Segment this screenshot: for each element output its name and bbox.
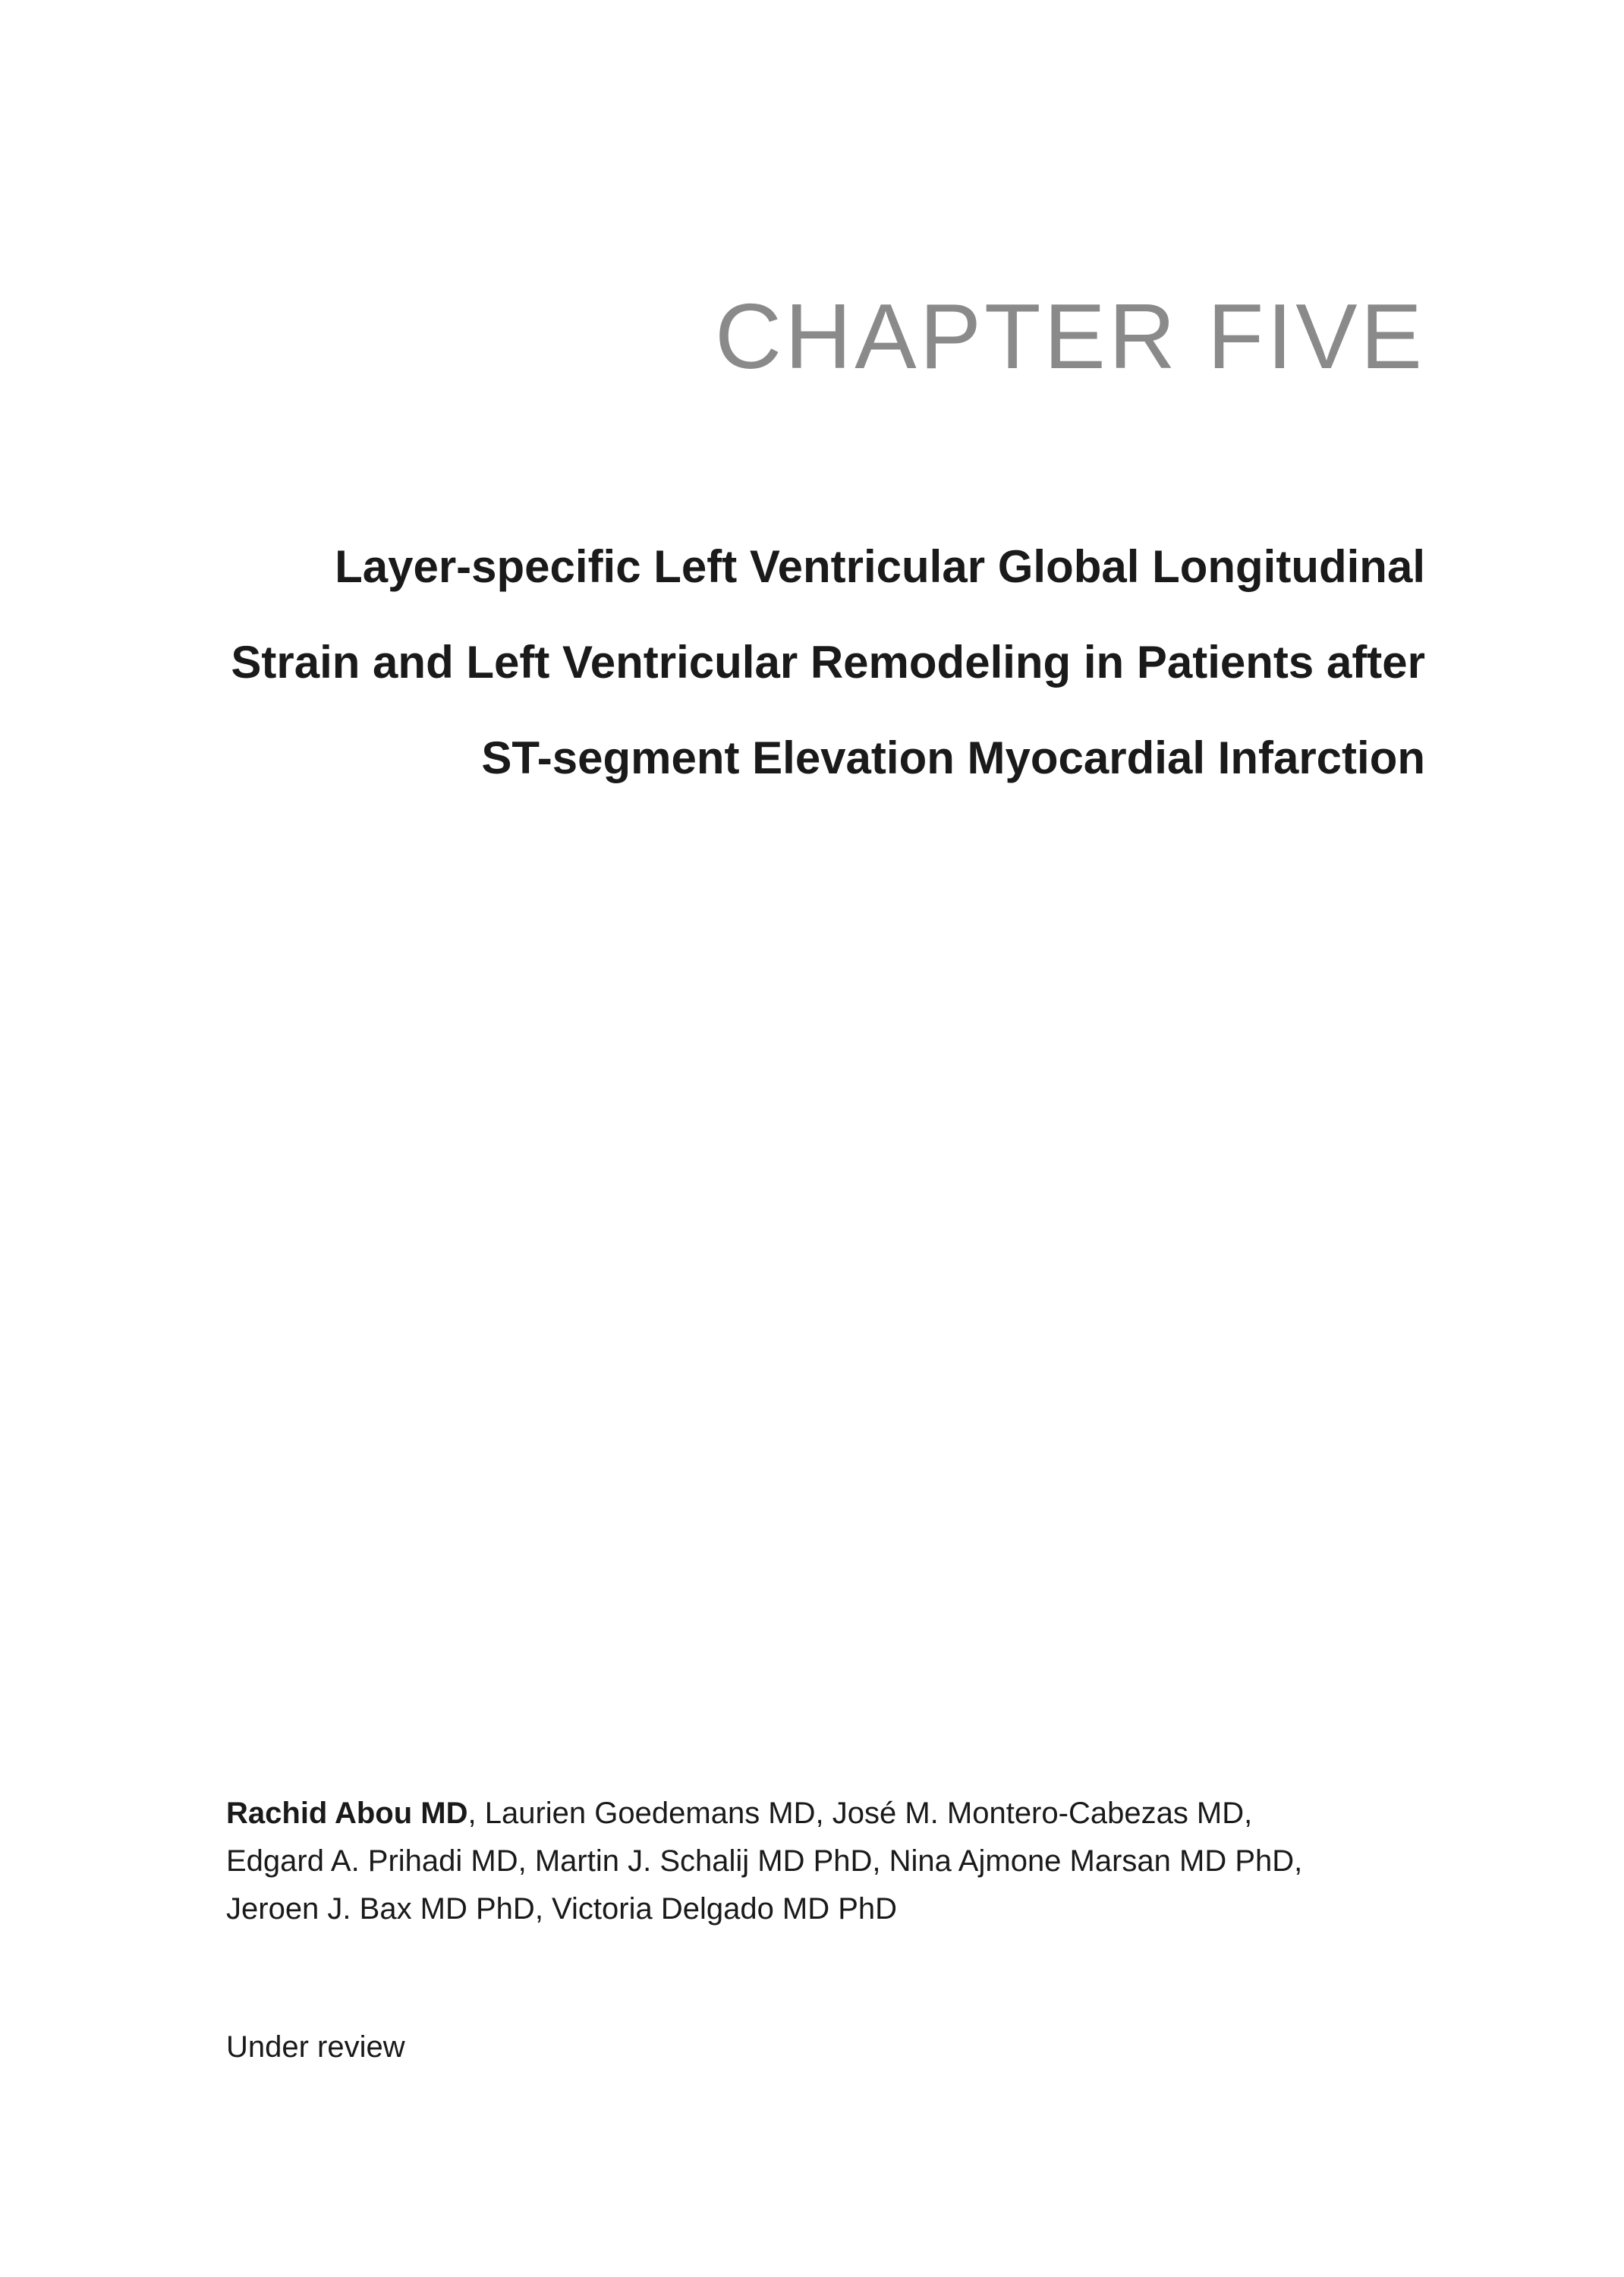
chapter-title-line-3: ST-segment Elevation Myocardial Infarction bbox=[481, 732, 1425, 783]
chapter-title bbox=[97, 519, 1425, 806]
author-line-1 bbox=[226, 1790, 1440, 1838]
author-line-2: Edgard A. Prihadi MD, Martin J. Schalij MD PhD, Nina Ajmone Marsan MD PhD, bbox=[226, 1844, 1303, 1878]
author-line-3: Jeroen J. Bax MD PhD, Victoria Delgado MD PhD bbox=[226, 1892, 898, 1926]
author-list bbox=[226, 1790, 1440, 1933]
chapter-title-line-2: Strain and Left Ventricular Remodeling in Patients after bbox=[231, 637, 1425, 688]
co-authors-line-1: , Laurien Goedemans MD, José M. Montero-Cabezas MD, bbox=[467, 1797, 1253, 1830]
publication-status: Under review bbox=[226, 2030, 405, 2064]
chapter-number-heading: CHAPTER FIVE bbox=[714, 285, 1425, 388]
chapter-title-line-1: Layer-specific Left Ventricular Global Longitudinal bbox=[335, 541, 1425, 592]
lead-author: Rachid Abou MD bbox=[226, 1797, 468, 1830]
